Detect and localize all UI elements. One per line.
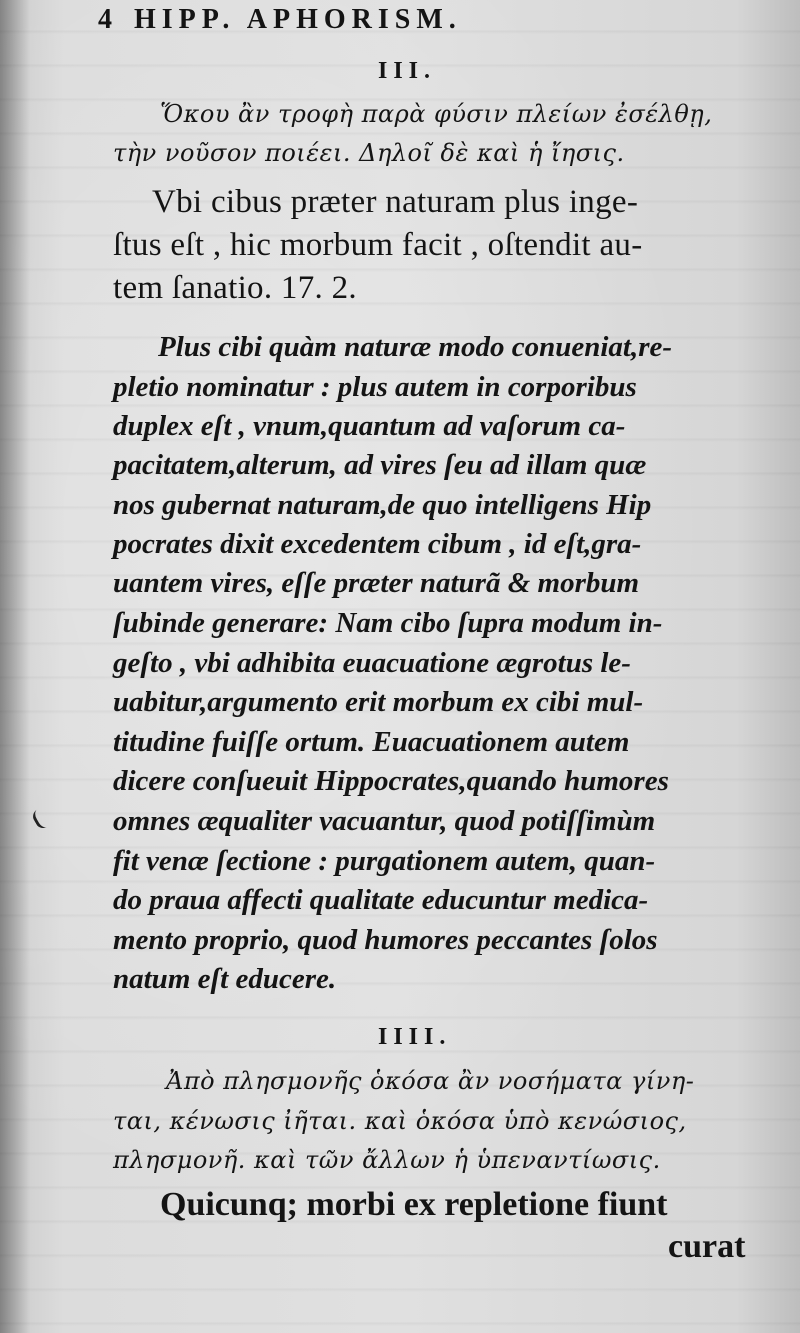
commentary-line: pocrates dixit excedentem cibum , id eſt,gra- [113, 528, 642, 560]
commentary-line: uantem vires, eſſe præter naturã & morbum [113, 567, 640, 599]
running-title: HIPP. APHORISM. [134, 4, 462, 35]
commentary-line: pacitatem,alterum, ad vires ſeu ad illam quæ [113, 449, 647, 481]
commentary-line: natum eſt educere. [113, 963, 337, 995]
commentary-line: uabitur,argumento erit morbum ex cibi mul- [113, 686, 644, 718]
commentary-line: Plus cibi quàm naturæ modo conueniat,re- [158, 331, 673, 363]
aphorism-3-latin-line-2: ſtus eſt , hic morbum facit , oſtendit au- [113, 227, 643, 263]
aphorism-3-latin-line-3: tem ſanatio. 17. 2. [113, 270, 357, 306]
commentary-line: nos gubernat naturam,de quo intelligens Hip [113, 489, 652, 521]
spine-shadow [0, 0, 30, 1333]
page-number: 4 [98, 4, 112, 35]
catchword: curat [668, 1228, 746, 1265]
aphorism-3-greek-line-1: Ὅκου ἂν τροφὴ παρὰ φύσιν πλείων ἐσέλθῃ, [160, 100, 713, 128]
commentary-line: do praua affecti qualitate educuntur medica- [113, 884, 649, 916]
commentary-line: titudine fuiſſe ortum. Euacuationem autem [113, 726, 630, 758]
commentary-line: dicere conſueuit Hippocrates,quando humores [113, 765, 669, 797]
aphorism-4-number: IIII. [378, 1024, 452, 1050]
commentary-line: duplex eſt , vnum,quantum ad vaſorum ca- [113, 410, 626, 442]
aphorism-3-greek-line-2: τὴν νοῦσον ποιέει. Δηλοῖ δὲ καὶ ἡ ἴησις. [113, 139, 625, 167]
commentary-line: fit venæ ſectione : purgationem autem, quan- [113, 845, 656, 877]
running-head [98, 4, 462, 36]
aphorism-3-number: III. [378, 58, 437, 84]
commentary-line: geſto , vbi adhibita euacuatione ægrotus le- [113, 647, 631, 679]
aphorism-4-latin-line-1: Quicunq; morbi ex repletione fiunt [160, 1186, 668, 1223]
commentary-line: ſubinde generare: Nam cibo ſupra modum in- [113, 607, 663, 639]
commentary-line: pletio nominatur : plus autem in corporibus [113, 371, 637, 403]
aphorism-4-greek-line-2: ται, κένωσις ἰῆται. καὶ ὁκόσα ὑπὸ κενώσιος, [113, 1107, 687, 1135]
commentary-line: mento proprio, quod humores peccantes ſolos [113, 924, 658, 956]
commentary-line: omnes æqualiter vacuantur, quod potiſſimùm [113, 805, 656, 837]
aphorism-4-greek-line-3: πλησμονῆ. καὶ τῶν ἄλλων ἡ ὑπεναντίωσις. [113, 1146, 661, 1174]
aphorism-4-greek-line-1: Ἀπὸ πλησμονῆς ὁκόσα ἂν νοσήματα γίνη- [166, 1067, 695, 1095]
aphorism-3-latin-line-1: Vbi cibus præter naturam plus inge- [152, 184, 639, 220]
